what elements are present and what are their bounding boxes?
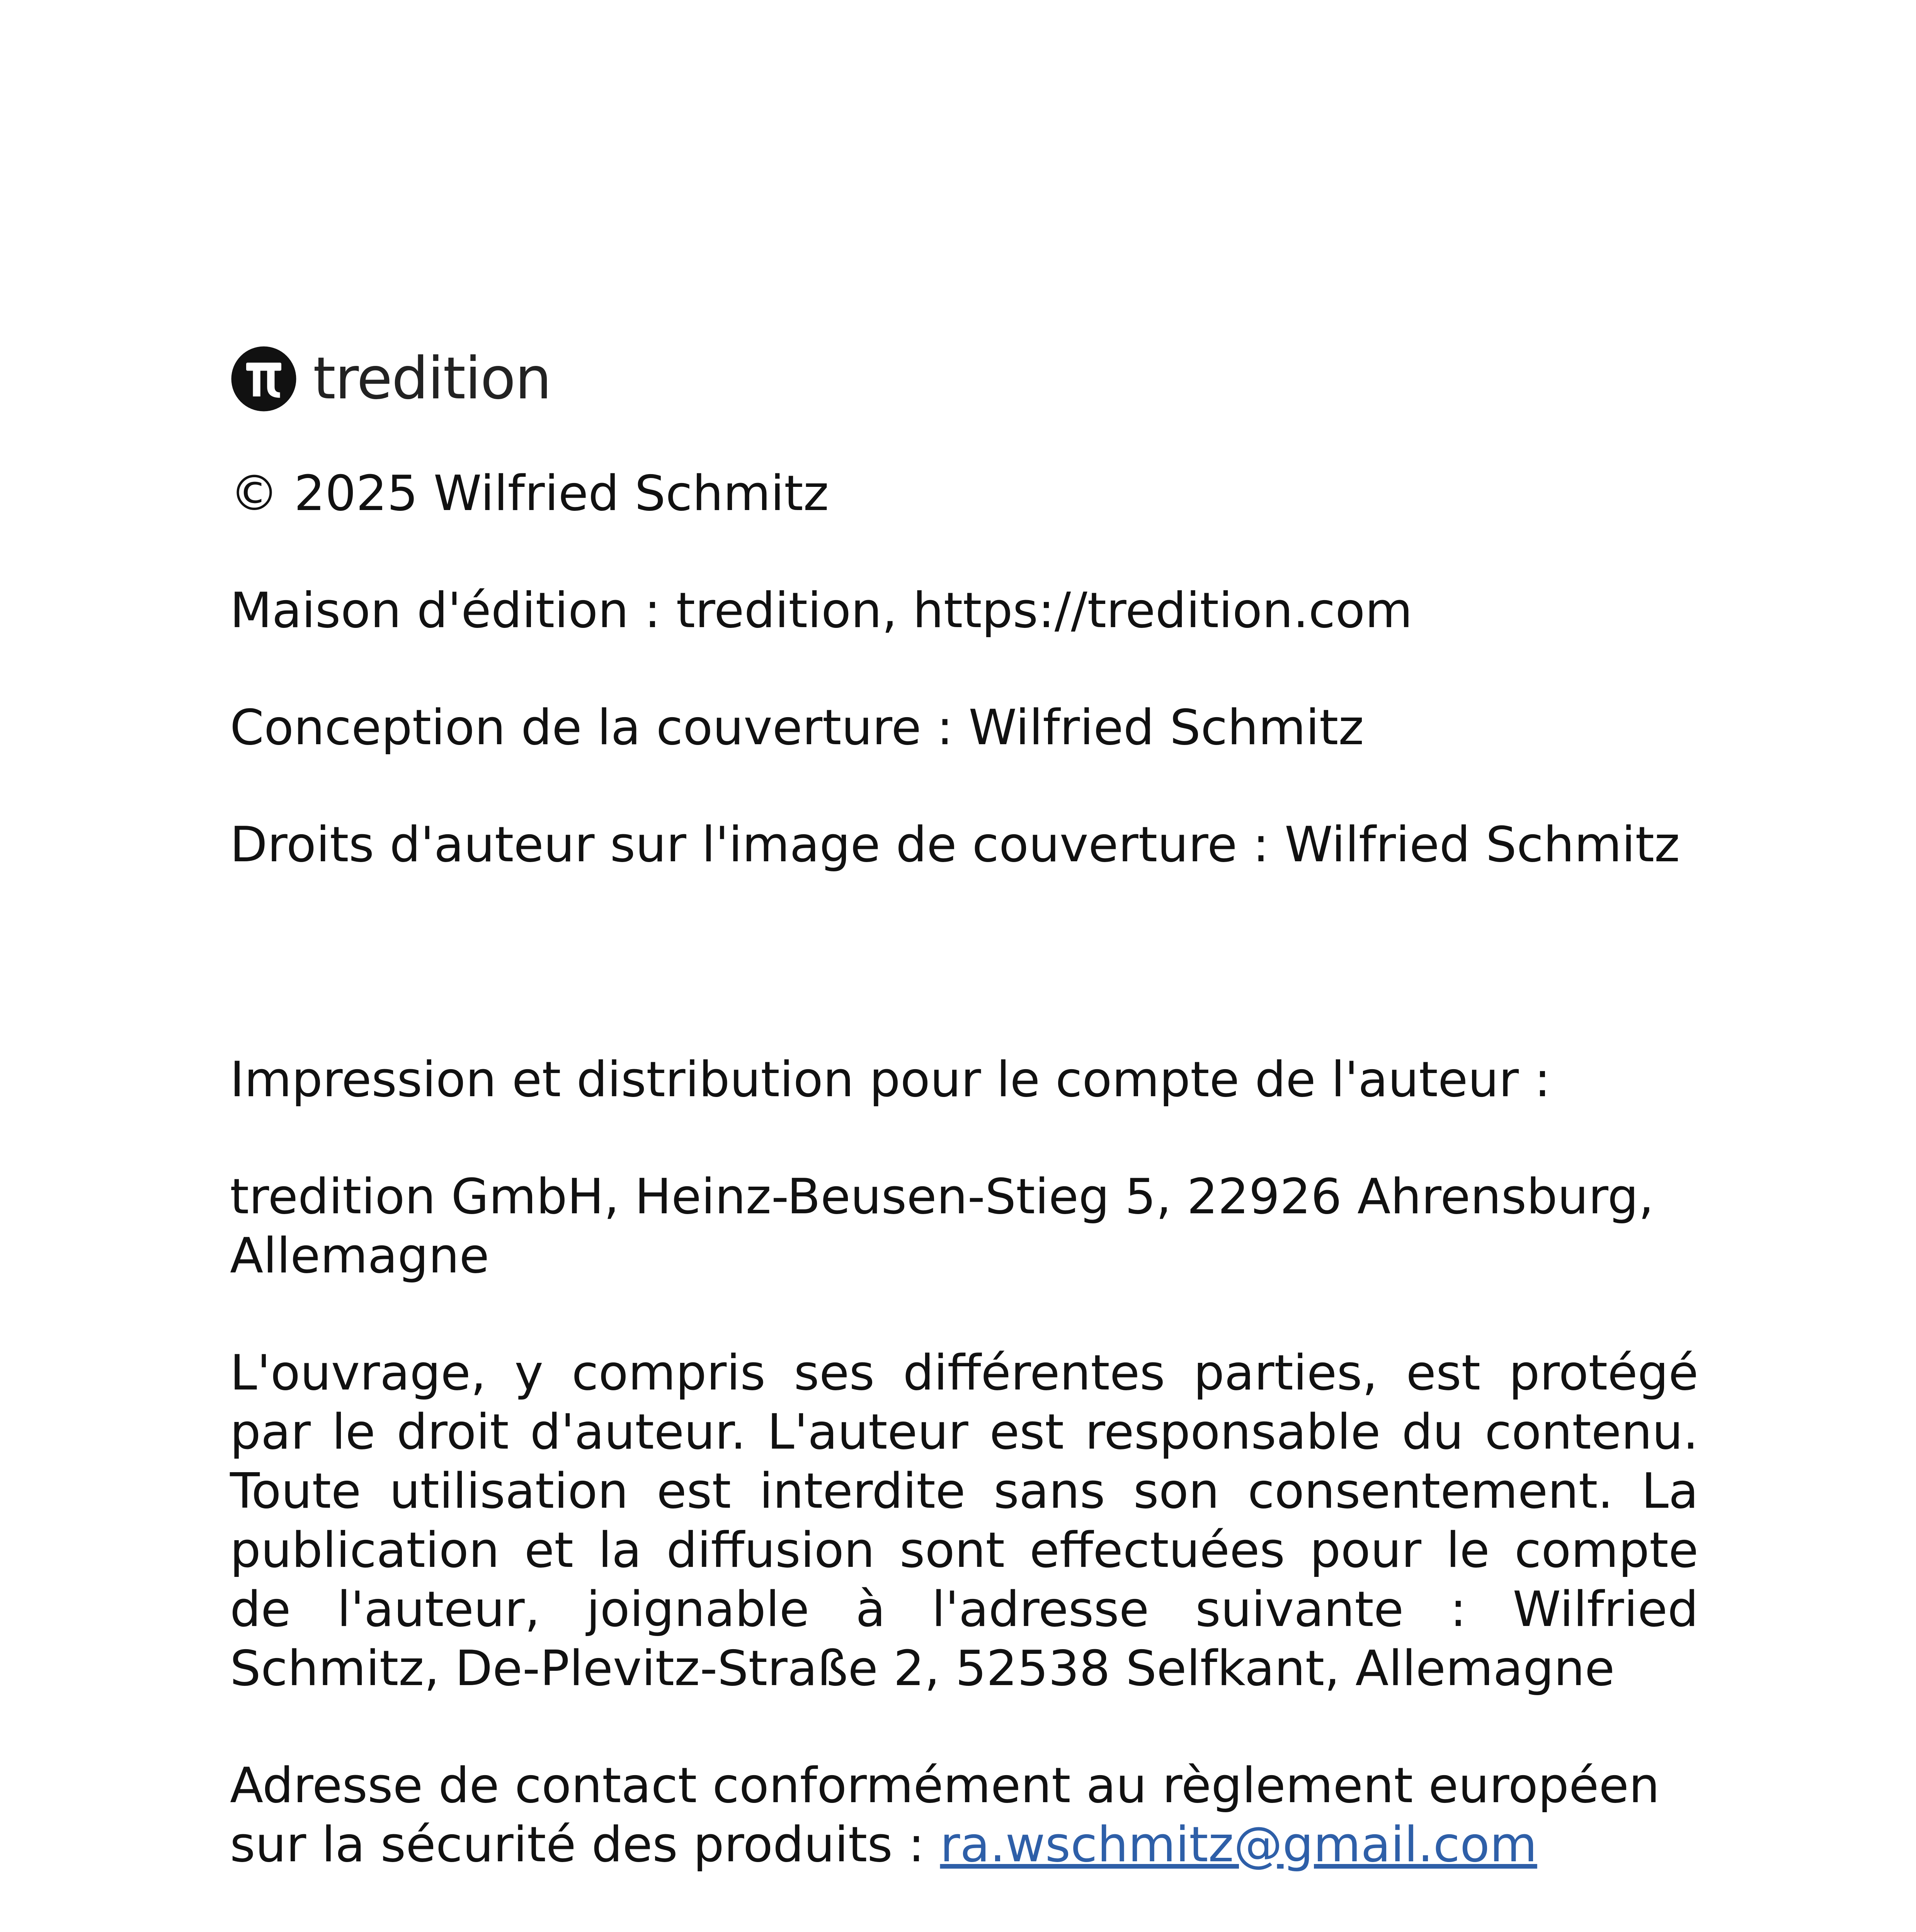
printer-address: tredition GmbH, Heinz-Beusen-Stieg 5, 22926 Ahrensburg, Allemagne bbox=[230, 1168, 1654, 1284]
printing-heading: Impression et distribution pour le compte de l'auteur : bbox=[230, 1051, 1551, 1108]
publisher-line: Maison d'édition : tredition, https://tredition.com bbox=[230, 582, 1413, 639]
tredition-logo-icon bbox=[230, 345, 298, 413]
cover-image-rights-line: Droits d'auteur sur l'image de couverture : Wilfried Schmitz bbox=[230, 816, 1680, 873]
publisher-logo bbox=[230, 340, 1698, 417]
contact-paragraph bbox=[230, 1756, 1698, 1874]
publisher-logo-text: tredition bbox=[313, 345, 551, 412]
copyright-line: © 2025 Wilfried Schmitz bbox=[230, 465, 829, 522]
contact-text: Adresse de contact conformément au règlement européen sur la sécurité des produits : bbox=[230, 1757, 1660, 1873]
contact-email-link[interactable]: ra.wschmitz@gmail.com bbox=[940, 1816, 1537, 1873]
imprint-content bbox=[230, 340, 1698, 1932]
cover-design-line: Conception de la couverture : Wilfried Schmitz bbox=[230, 699, 1364, 756]
legal-notice: L'ouvrage, y compris ses différentes parties, est protégé par le droit d'auteur. L'auteur est responsable du contenu. Toute utilisation est interdite sans son consentement. La publication et la diffusion sont effectuées pour le compte de l'auteur, joignable à l'adresse suivante : Wilfried Schmitz, De-Plevitz-Straße 2, 52538 Selfkant, Allemagne bbox=[230, 1344, 1698, 1697]
